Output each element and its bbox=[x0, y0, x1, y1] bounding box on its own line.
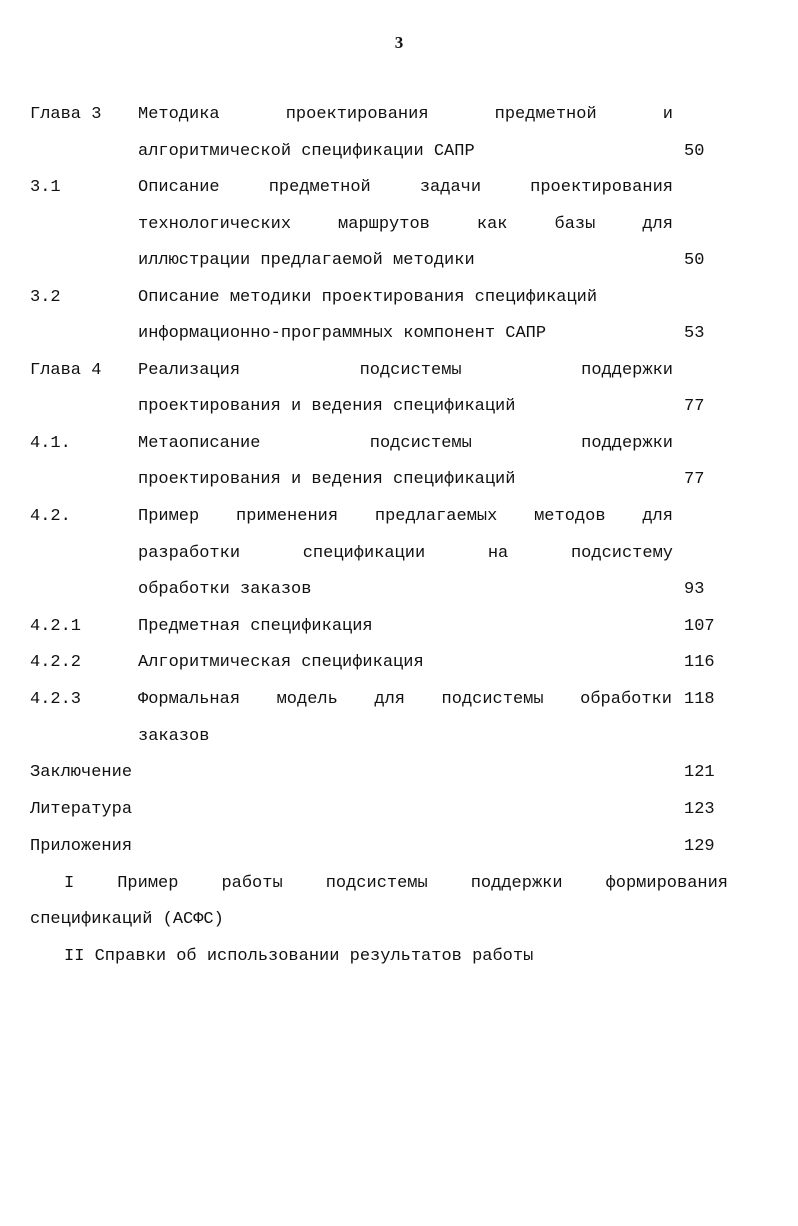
toc-entry-number: 3.1 bbox=[30, 178, 61, 197]
toc-entry-number: 3.2 bbox=[30, 288, 61, 307]
toc-entry-title-line: Заключение bbox=[30, 763, 133, 782]
toc-entry-4-2-cont bbox=[0, 580, 798, 610]
toc-entry-title-line: технологических маршрутов как базы для bbox=[138, 215, 673, 234]
toc-entry-title-line: Метаописание подсистемы поддержки bbox=[138, 434, 673, 453]
toc-entry-title-line: разработки спецификации на подсистему bbox=[138, 544, 673, 563]
toc-page-number: 77 bbox=[684, 397, 705, 416]
toc-entry-title-line: II Справки об использовании результатов работы bbox=[64, 947, 534, 966]
toc-page-number: 118 bbox=[684, 690, 715, 709]
toc-entry-3-1-cont bbox=[0, 251, 798, 281]
toc-entry-title-line: Описание предметной задачи проектирования bbox=[138, 178, 673, 197]
toc-entry-number: Глава 3 bbox=[30, 105, 102, 124]
toc-entry-chapter-3-cont bbox=[0, 142, 798, 172]
toc-entry-3-1[interactable] bbox=[0, 178, 798, 208]
toc-entry-appendix-1-cont bbox=[0, 910, 798, 940]
toc-entry-4-2-1[interactable] bbox=[0, 617, 798, 647]
toc-entry-number: 4.1. bbox=[30, 434, 71, 453]
toc-entry-4-2-3-cont bbox=[0, 727, 798, 757]
toc-page-number: 50 bbox=[684, 251, 705, 270]
toc-entry-title-line: алгоритмической спецификации САПР bbox=[138, 142, 475, 161]
toc-entry-appendix-2[interactable] bbox=[0, 947, 798, 977]
toc-page-number: 129 bbox=[684, 837, 715, 856]
toc-entry-title-line: Реализация подсистемы поддержки bbox=[138, 361, 673, 380]
toc-entry-title-line: Пример применения предлагаемых методов для bbox=[138, 507, 673, 526]
toc-entry-4-1-cont bbox=[0, 470, 798, 500]
toc-page-number: 123 bbox=[684, 800, 715, 819]
toc-entry-3-2-cont bbox=[0, 324, 798, 354]
toc-entry-title-line: Формальная модель для подсистемы обработки bbox=[138, 690, 672, 709]
toc-page-number: 107 bbox=[684, 617, 715, 636]
toc-entry-appendices[interactable] bbox=[0, 837, 798, 867]
toc-entry-title-line: заказов bbox=[138, 727, 210, 746]
toc-entry-3-1-cont bbox=[0, 215, 798, 245]
page-number: 3 bbox=[394, 33, 404, 52]
toc-entry-title-line: проектирования и ведения спецификаций bbox=[138, 397, 516, 416]
toc-entry-number: 4.2. bbox=[30, 507, 71, 526]
toc-entry-4-2-3[interactable] bbox=[0, 690, 798, 720]
toc-entry-4-2[interactable] bbox=[0, 507, 798, 537]
toc-entry-number: 4.2.1 bbox=[30, 617, 82, 636]
toc-entry-number: Глава 4 bbox=[30, 361, 102, 380]
toc-page-number: 77 bbox=[684, 470, 705, 489]
toc-entry-title-line: информационно-программных компонент САПР bbox=[138, 324, 547, 343]
toc-entry-title-line: Литература bbox=[30, 800, 133, 819]
toc-entry-title-line: Описание методики проектирования спецификаций bbox=[138, 288, 598, 307]
toc-entry-literature[interactable] bbox=[0, 800, 798, 830]
toc-entry-title-line: I Пример работы подсистемы поддержки формирования bbox=[64, 874, 728, 893]
toc-entry-4-1[interactable] bbox=[0, 434, 798, 464]
toc-page-number: 53 bbox=[684, 324, 705, 343]
toc-page-number: 93 bbox=[684, 580, 705, 599]
toc-entry-appendix-1[interactable] bbox=[0, 874, 798, 904]
toc-entry-title-line: иллюстрации предлагаемой методики bbox=[138, 251, 475, 270]
toc-entry-title-line: Предметная спецификация bbox=[138, 617, 373, 636]
toc-entry-number: 4.2.3 bbox=[30, 690, 82, 709]
toc-entry-title-line: обработки заказов bbox=[138, 580, 312, 599]
toc-page-number: 50 bbox=[684, 142, 705, 161]
toc-entry-title-line: спецификаций (АСФС) bbox=[30, 910, 224, 929]
toc-entry-title-line: Алгоритмическая спецификация bbox=[138, 653, 424, 672]
toc-entry-title-line: Приложения bbox=[30, 837, 133, 856]
toc-entry-chapter-4[interactable] bbox=[0, 361, 798, 391]
toc-entry-4-2-2[interactable] bbox=[0, 653, 798, 683]
toc-entry-number: 4.2.2 bbox=[30, 653, 82, 672]
toc-entry-title-line: проектирования и ведения спецификаций bbox=[138, 470, 516, 489]
toc-entry-chapter-3[interactable] bbox=[0, 105, 798, 135]
toc-entry-3-2[interactable] bbox=[0, 288, 798, 318]
toc-entry-chapter-4-cont bbox=[0, 397, 798, 427]
toc-page-number: 116 bbox=[684, 653, 715, 672]
toc-entry-title-line: Методика проектирования предметной и bbox=[138, 105, 673, 124]
toc-page-number: 121 bbox=[684, 763, 715, 782]
toc-entry-conclusion[interactable] bbox=[0, 763, 798, 793]
toc-entry-4-2-cont bbox=[0, 544, 798, 574]
